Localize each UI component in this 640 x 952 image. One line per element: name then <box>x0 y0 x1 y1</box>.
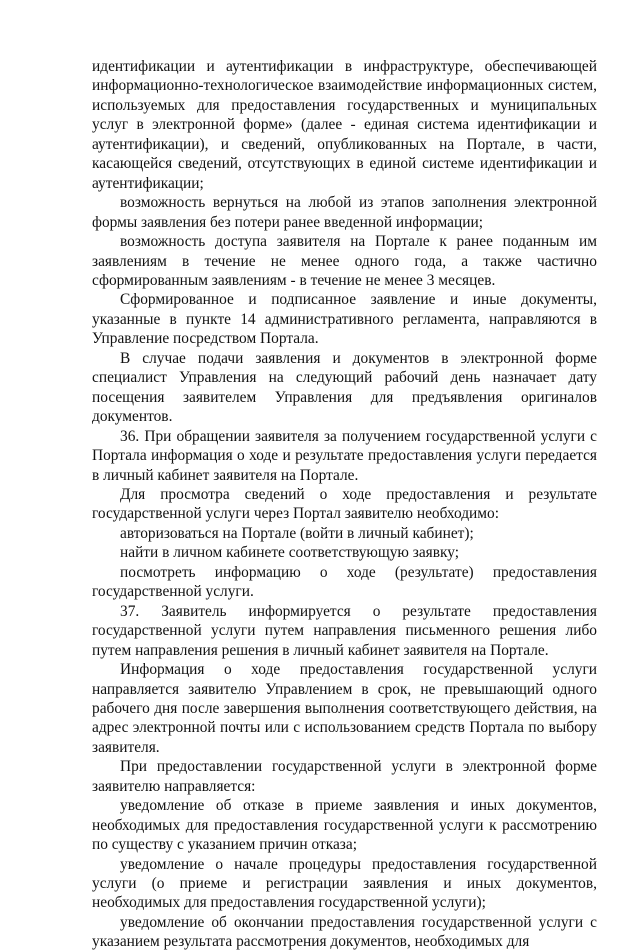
paragraph-6: 36. При обращении заявителя за получением государственной услуги с Портала информация о ходе и результате предоставления услуги передается в личный кабинет заявителя на Портале. <box>92 427 597 484</box>
paragraph-4: Сформированное и подписанное заявление и иные документы, указанные в пункте 14 административного регламента, направляются в Управление посредством Портала. <box>92 291 597 348</box>
paragraph-8: авторизоваться на Портале (войти в личный кабинет); <box>120 524 474 542</box>
paragraph-10: посмотреть информацию о ходе (результате) предоставления государственной услуги. <box>92 563 597 601</box>
paragraph-3: возможность доступа заявителя на Портале к ранее поданным им заявлениям в течение не менее одного года, а также частично сформированным заявлениям - в течение не менее 3 месяцев. <box>92 233 597 289</box>
paragraph-2: возможность вернуться на любой из этапов заполнения электронной формы заявления без потери ранее введенной информации; <box>92 194 597 231</box>
paragraph-5: В случае подачи заявления и документов в электронной форме специалист Управления на следующий рабочий день назначает дату посещения заявителем Управления для предъявления оригиналов документов. <box>92 349 597 426</box>
paragraph-12: Информация о ходе предоставления государственной услуги направляется заявителю Управлением в срок, не превышающий одного рабочего дня после завершения выполнения соответствующего действия, на адрес электронной почты или с использованием средств Портала по выбору заявителя. <box>92 661 597 756</box>
paragraph-1: идентификации и аутентификации в инфраструктуре, обеспечивающей информационно-технологическое взаимодействие информационных систем, используемых для предоставления государственных и муниципальных услуг в электронной форме» (далее - единая система идентификации и аутентификации), и сведений, опубликованных на Портале, в части, касающейся сведений, отсутствующих в единой системе идентификации и аутентификации; <box>92 58 597 192</box>
paragraph-11: 37. Заявитель информируется о результате предоставления государственной услуги путем направления письменного решения либо путем направления решения в личный кабинет заявителя на Портале. <box>92 602 597 659</box>
paragraph-9: найти в личном кабинете соответствующую заявку; <box>120 544 460 562</box>
paragraph-13: При предоставлении государственной услуги в электронной форме заявителю направляется: <box>92 758 597 795</box>
paragraph-15: уведомление о начале процедуры предоставления государственной услуги (о приеме и регистрации заявления и иных документов, необходимых для предоставления государственной услуги); <box>92 855 597 912</box>
paragraph-7: Для просмотра сведений о ходе предоставления и результате государственной услуги через Портал заявителю необходимо: <box>92 485 597 523</box>
paragraph-16: уведомление об окончании предоставления государственной услуги с указанием результата рассмотрения документов, необходимых для <box>92 913 597 951</box>
paragraph-14: уведомление об отказе в приеме заявления и иных документов, необходимых для предоставления государственной услуги к рассмотрению по существу с указанием причин отказа; <box>92 797 597 854</box>
document-body <box>92 57 597 952</box>
